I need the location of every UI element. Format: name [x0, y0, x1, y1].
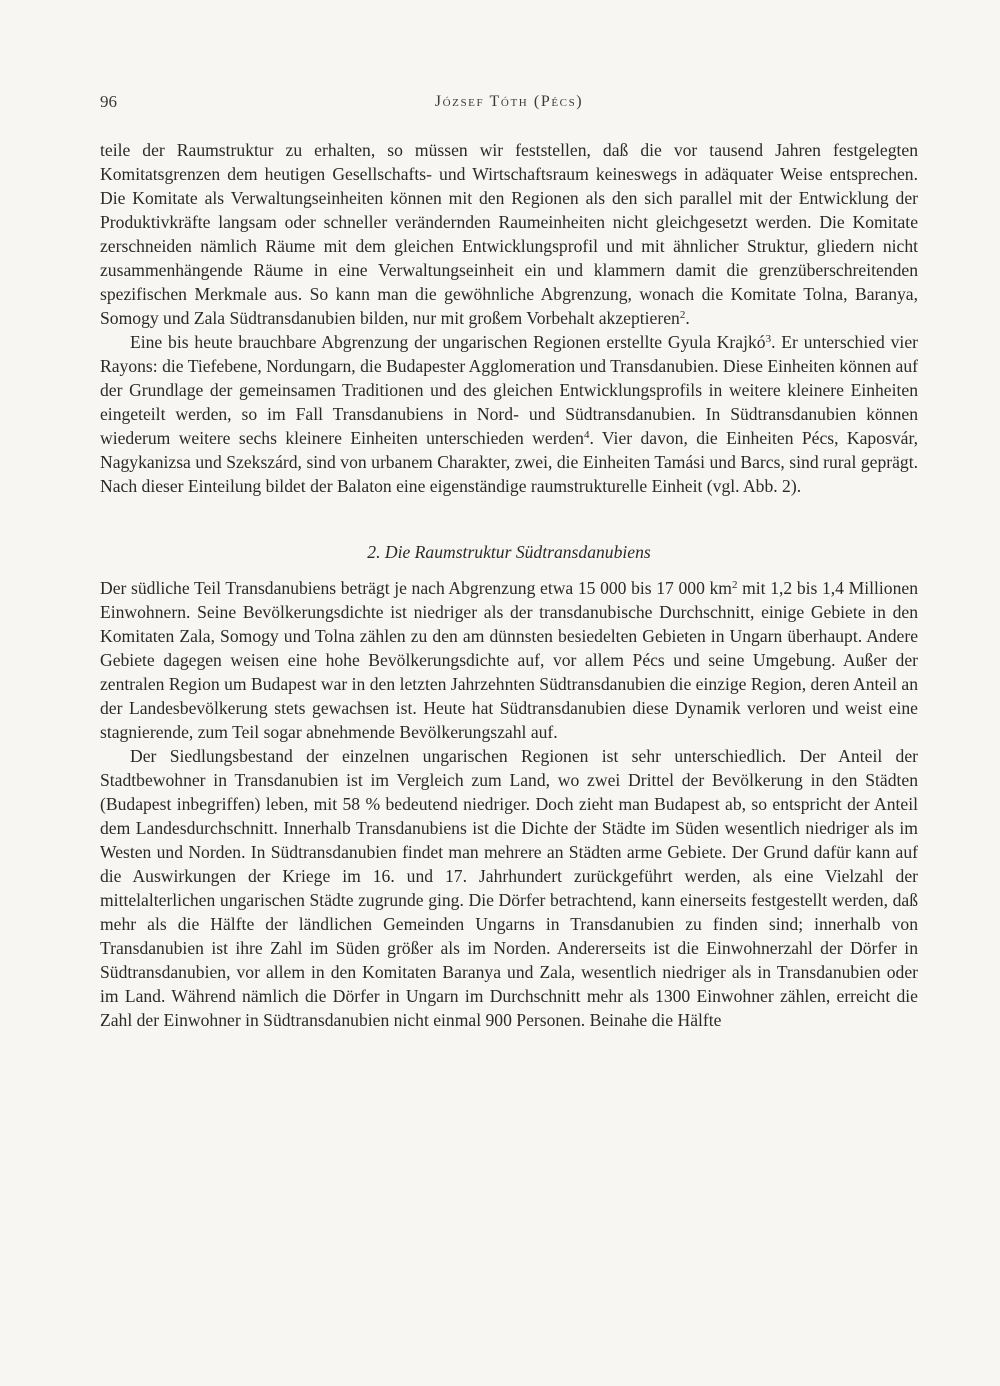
paragraph-text: Eine bis heute brauchbare Abgrenzung der ungarischen Regionen erstellte Gyula Krajkó [130, 332, 766, 352]
footnote-reference: 2 [679, 309, 686, 321]
paragraph [100, 138, 918, 330]
paragraph-text: . [685, 308, 690, 328]
running-head-author: József Tóth (Pécs) [434, 93, 584, 110]
paragraph-text: Der Siedlungsbestand der einzelnen ungarischen Regionen ist sehr unterschiedlich. Der Anteil der Stadtbewohner in Transdanubien ist im Vergleich zum Land, wo zwei Drittel der Bevölkerung in den Städten (Budapest inbegriffen) leben, mit 58 % bedeutend niedriger. Doch zieht man Budapest ab, so entspricht der Anteil dem Landesdurchschnitt. Innerhalb Transdanubiens ist die Dichte der Städte im Süden wesentlich niedriger als im Westen und Norden. In Südtransdanubien findet man mehrere an Städten arme Gebiete. Der Grund dafür kann auf die Auswirkungen der Kriege im 16. und 17. Jahrhundert zurückgeführt werden, als eine Vielzahl der mittelalterlichen ungarischen Städte zugrunde ging. Die Dörfer betrachtend, kann einerseits festgestellt werden, daß mehr als die Hälfte der ländlichen Gemeinden Ungarns in Transdanubien zu finden sind; innerhalb von Transdanubien ist ihre Zahl im Süden größer als im Norden. Andererseits ist die Einwohnerzahl der Dörfer in Südtransdanubien, vor allem in den Komitaten Baranya und Zala, wesentlich niedriger als in Transdanubien oder im Land. Während nämlich die Dörfer in Ungarn im Durchschnitt mehr als 1300 Einwohner zählen, erreicht die Zahl der Einwohner in Südtransdanubien nicht einmal 900 Personen. Beinahe die Hälfte [100, 746, 918, 1030]
footnote-reference: 2 [731, 579, 738, 591]
running-head [100, 92, 918, 120]
paragraphs-after-heading [100, 576, 918, 1032]
paragraph-text: Der südliche Teil Transdanubiens beträgt je nach Abgrenzung etwa 15 000 bis 17 000 km [100, 578, 732, 598]
paragraph [100, 744, 918, 1032]
section-heading: 2. Die Raumstruktur Südtransdanubiens [367, 542, 651, 562]
paragraph [100, 576, 918, 744]
body-text [100, 138, 918, 1032]
document-page [100, 92, 918, 1032]
paragraph-text: . Er unterschied vier Rayons: die Tiefebene, Nordungarn, die Budapester Agglomeration und Transdanubien. Diese Einheiten können auf der Grundlage der gemeinsamen Traditionen und des gleichen Entwicklungsprofils in weitere kleinere Einheiten eingeteilt werden, so im Fall Transdanubiens in Nord- und Südtransdanubien. In Südtransdanubien können wiederum weitere sechs kleinere Einheiten unterschieden werden [100, 332, 918, 448]
page-number: 96 [100, 92, 117, 111]
paragraph-text: mit 1,2 bis 1,4 Millionen Einwohnern. Seine Bevölkerungsdichte ist niedriger als der transdanubische Durchschnitt, einige Gebiete in den Komitaten Zala, Somogy und Tolna zählen zu den am dünnsten besiedelten Gebieten in Ungarn überhaupt. Andere Gebiete dagegen weisen eine hohe Bevölkerungsdichte auf, vor allem Pécs und seine Umgebung. Außer der zentralen Region um Budapest war in den letzten Jahrzehnten Südtransdanubien die einzige Region, deren Anteil an der Landesbevölkerung stets gewachsen ist. Heute hat Südtransdanubien diese Dynamik verloren und weist eine stagnierende, zum Teil sogar abnehmende Bevölkerungszahl auf. [100, 578, 918, 742]
footnote-reference: 4 [583, 429, 590, 441]
paragraph-text: teile der Raumstruktur zu erhalten, so müssen wir feststellen, daß die vor tausend Jahren festgelegten Komitatsgrenzen dem heutigen Gesellschafts- und Wirtschaftsraum keineswegs in adäquater Weise entsprechen. Die Komitate als Verwaltungseinheiten können mit den Regionen als den sich parallel mit der Entwicklung der Produktivkräfte langsam oder schneller verändernden Raumeinheiten nicht gleichgesetzt werden. Die Komitate zerschneiden nämlich Räume mit dem gleichen Entwicklungsprofil und mit ähnlicher Struktur, gliedern nicht zusammenhängende Räume in eine Verwaltungseinheit ein und klammern damit die grenzüberschreitenden spezifischen Merkmale aus. So kann man die gewöhnliche Abgrenzung, wonach die Komitate Tolna, Baranya, Somogy und Zala Südtransdanubien bilden, nur mit großem Vorbehalt akzeptieren [100, 140, 918, 328]
paragraph-text: . Vier davon, die Einheiten Pécs, Kaposvár, Nagykanizsa und Szekszárd, sind von urbanem Charakter, zwei, die Einheiten Tamási und Barcs, sind rural geprägt. Nach dieser Einteilung bildet der Balaton eine eigenständige raumstrukturelle Einheit (vgl. Abb. 2). [100, 428, 919, 496]
footnote-reference: 3 [765, 333, 772, 345]
paragraph [100, 330, 918, 498]
paragraphs-before-heading [100, 138, 918, 498]
